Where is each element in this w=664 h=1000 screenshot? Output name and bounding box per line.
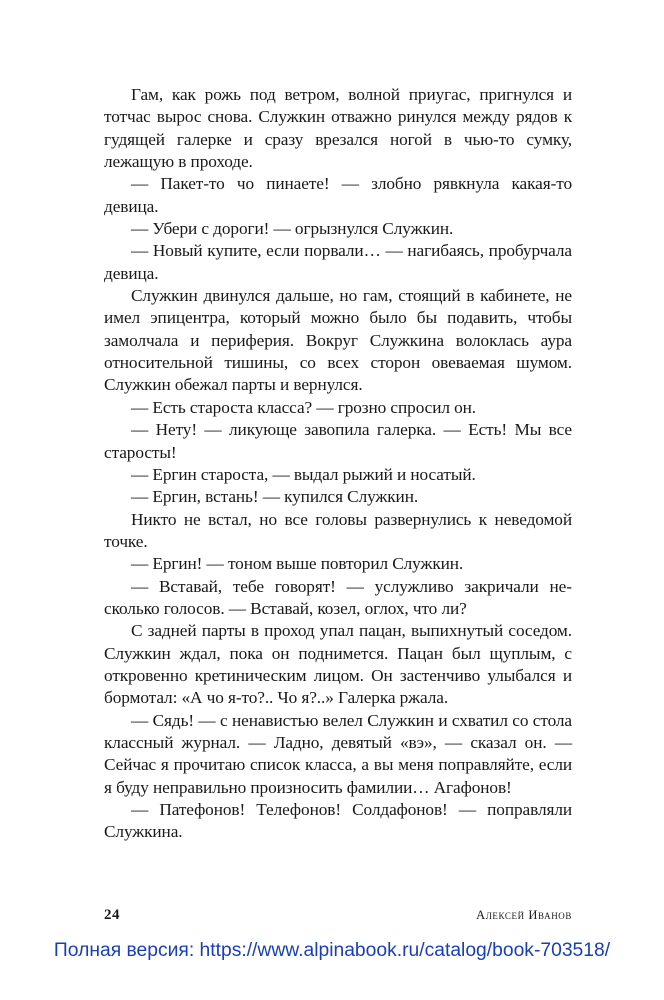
- paragraph-6: — Есть староста класса? — грозно спросил он.: [131, 397, 477, 417]
- paragraph-10: Никто не встал, но все головы развернулись к неведомой точке.: [104, 509, 572, 551]
- paragraph-4: — Новый купите, если порвали… — нагибаясь, пробурчала девица.: [104, 241, 572, 283]
- page-number: 24: [104, 907, 120, 923]
- paragraph-7: — Нету! — ликующе завопила галерка. — Есть! Мы все старосты!: [104, 420, 572, 462]
- paragraph-5: Служкин двинулся дальше, но гам, стоящий в кабинете, не имел эпицентра, который можно было бы подавить, чтобы замолчала и периферия. Вокруг Служкина волоклась аура относительной тишины, со всех сторон овеваемая шумом. Служкин обежал парты и вернулся.: [104, 286, 572, 395]
- page-body-text: [104, 84, 572, 844]
- page-footer: [104, 907, 572, 924]
- running-author: Алексей Иванов: [476, 908, 572, 922]
- paragraph-1: Гам, как рожь под ветром, волной приугас, пригнулся и тотчас вырос снова. Служкин отважно ринулся между рядов к гудящей галерке и сразу врезался ногой в чью-то сумку, лежащую в проходе.: [104, 85, 572, 172]
- paragraph-2: — Пакет-то чо пинаете! — злобно рявкнула какая-то девица.: [104, 174, 572, 216]
- full-version-link[interactable]: Полная версия: https://www.alpinabook.ru/catalog/book-703518/: [53, 940, 611, 961]
- paragraph-12: — Вставай, тебе говорят! — услужливо закричали несколько голосов. — Вставай, козел, оглох, что ли?: [104, 576, 572, 618]
- paragraph-9: — Ергин, встань! — купился Служкин.: [131, 487, 419, 507]
- paragraph-14: — Сядь! — с ненавистью велел Служкин и схватил со стола классный журнал. — Ладно, девятый «вэ», — сказал он. — Сейчас я прочитаю список класса, а вы меня поправляйте, если я буду неправильно произносить фамилии… Агафонов!: [104, 710, 572, 797]
- paragraph-15: — Патефонов! Телефонов! Солдафонов! — поправляли Служкина.: [104, 800, 572, 842]
- paragraph-3: — Убери с дороги! — огрызнулся Служкин.: [131, 219, 454, 239]
- paragraph-13: С задней парты в проход упал пацан, выпихнутый соседом. Служкин ждал, пока он поднимется. Пацан был щуплым, с откровенно кретиническим лицом. Он застенчиво улыбался и бормотал: «А чо я-то?.. Чо я?..» Галерка ржала.: [104, 621, 572, 708]
- paragraph-8: — Ергин староста, — выдал рыжий и носатый.: [131, 464, 476, 484]
- paragraph-11: — Ергин! — тоном выше повторил Служкин.: [131, 554, 464, 574]
